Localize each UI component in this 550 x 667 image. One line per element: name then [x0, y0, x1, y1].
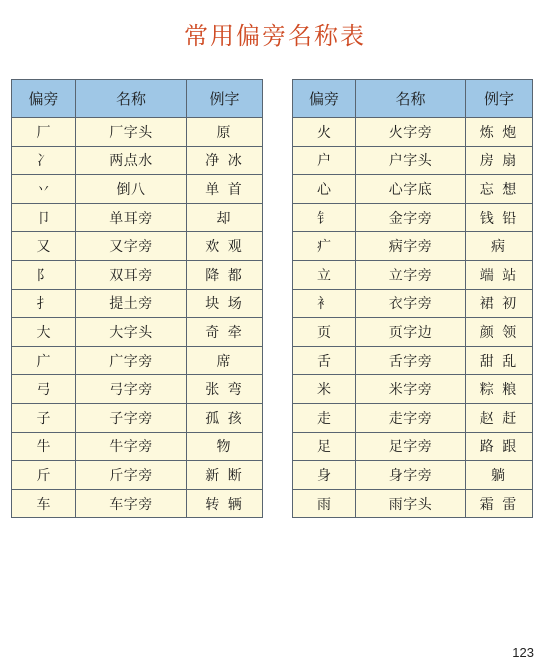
radical-cell: 米: [293, 375, 356, 404]
radical-cell: 冫: [12, 146, 76, 175]
table-row: [293, 203, 533, 232]
page-number: 123: [512, 645, 534, 660]
table-row: [293, 346, 533, 375]
table-row: [293, 232, 533, 261]
name-cell: 斤字旁: [76, 461, 187, 490]
example-cell: 单 首: [187, 175, 263, 204]
example-cell: 粽 粮: [466, 375, 533, 404]
radical-cell: 页: [293, 318, 356, 347]
name-cell: 病字旁: [356, 232, 466, 261]
radical-cell: 户: [293, 146, 356, 175]
example-cell: 物: [187, 432, 263, 461]
header-example: 例字: [187, 80, 263, 118]
table-header-row: [12, 80, 263, 118]
table-row: [12, 403, 263, 432]
header-radical: 偏旁: [12, 80, 76, 118]
radical-cell: 丷: [12, 175, 76, 204]
example-cell: 甜 乱: [466, 346, 533, 375]
example-cell: 奇 牵: [187, 318, 263, 347]
table-row: [12, 375, 263, 404]
example-cell: 原: [187, 118, 263, 147]
name-cell: 页字边: [356, 318, 466, 347]
table-row: [12, 175, 263, 204]
radical-cell: 疒: [293, 232, 356, 261]
header-radical: 偏旁: [293, 80, 356, 118]
radical-cell: 钅: [293, 203, 356, 232]
radical-cell: 走: [293, 403, 356, 432]
radical-table-left: [11, 79, 263, 518]
radical-cell: 扌: [12, 289, 76, 318]
table-body-left: [12, 118, 263, 518]
radical-cell: 衤: [293, 289, 356, 318]
radical-cell: 子: [12, 403, 76, 432]
table-row: [293, 289, 533, 318]
name-cell: 倒八: [76, 175, 187, 204]
radical-cell: 足: [293, 432, 356, 461]
radical-cell: 立: [293, 260, 356, 289]
example-cell: 霜 雷: [466, 489, 533, 518]
example-cell: 路 跟: [466, 432, 533, 461]
example-cell: 却: [187, 203, 263, 232]
radical-cell: 卩: [12, 203, 76, 232]
table-row: [293, 146, 533, 175]
name-cell: 牛字旁: [76, 432, 187, 461]
table-row: [12, 489, 263, 518]
radical-cell: 厂: [12, 118, 76, 147]
name-cell: 户字头: [356, 146, 466, 175]
radical-cell: 雨: [293, 489, 356, 518]
example-cell: 病: [466, 232, 533, 261]
name-cell: 单耳旁: [76, 203, 187, 232]
radical-cell: 心: [293, 175, 356, 204]
name-cell: 厂字头: [76, 118, 187, 147]
example-cell: 颜 领: [466, 318, 533, 347]
name-cell: 双耳旁: [76, 260, 187, 289]
table-row: [12, 346, 263, 375]
radical-cell: 大: [12, 318, 76, 347]
example-cell: 降 都: [187, 260, 263, 289]
name-cell: 又字旁: [76, 232, 187, 261]
example-cell: 孤 孩: [187, 403, 263, 432]
example-cell: 炼 炮: [466, 118, 533, 147]
name-cell: 心字底: [356, 175, 466, 204]
name-cell: 米字旁: [356, 375, 466, 404]
name-cell: 走字旁: [356, 403, 466, 432]
example-cell: 裙 初: [466, 289, 533, 318]
name-cell: 两点水: [76, 146, 187, 175]
name-cell: 足字旁: [356, 432, 466, 461]
header-example: 例字: [466, 80, 533, 118]
table-row: [12, 146, 263, 175]
name-cell: 金字旁: [356, 203, 466, 232]
radical-cell: 又: [12, 232, 76, 261]
page-title: 常用偏旁名称表: [184, 22, 366, 50]
radical-cell: 牛: [12, 432, 76, 461]
table-row: [12, 260, 263, 289]
table-row: [293, 403, 533, 432]
example-cell: 躺: [466, 461, 533, 490]
radical-cell: 火: [293, 118, 356, 147]
example-cell: 端 站: [466, 260, 533, 289]
radical-cell: 斤: [12, 461, 76, 490]
name-cell: 广字旁: [76, 346, 187, 375]
name-cell: 立字旁: [356, 260, 466, 289]
example-cell: 席: [187, 346, 263, 375]
radical-cell: 阝: [12, 260, 76, 289]
table-row: [293, 432, 533, 461]
radical-cell: 舌: [293, 346, 356, 375]
name-cell: 舌字旁: [356, 346, 466, 375]
name-cell: 身字旁: [356, 461, 466, 490]
header-name: 名称: [356, 80, 466, 118]
name-cell: 车字旁: [76, 489, 187, 518]
table-row: [12, 118, 263, 147]
name-cell: 子字旁: [76, 403, 187, 432]
name-cell: 大字头: [76, 318, 187, 347]
example-cell: 转 辆: [187, 489, 263, 518]
table-row: [12, 289, 263, 318]
table-row: [293, 375, 533, 404]
table-row: [293, 175, 533, 204]
radical-cell: 广: [12, 346, 76, 375]
example-cell: 欢 观: [187, 232, 263, 261]
name-cell: 火字旁: [356, 118, 466, 147]
table-row: [293, 318, 533, 347]
table-row: [12, 232, 263, 261]
radical-cell: 车: [12, 489, 76, 518]
table-row: [293, 118, 533, 147]
example-cell: 张 弯: [187, 375, 263, 404]
name-cell: 提土旁: [76, 289, 187, 318]
table-row: [12, 432, 263, 461]
header-name: 名称: [76, 80, 187, 118]
radical-table-right: [292, 79, 533, 518]
example-cell: 钱 铅: [466, 203, 533, 232]
name-cell: 衣字旁: [356, 289, 466, 318]
name-cell: 弓字旁: [76, 375, 187, 404]
example-cell: 忘 想: [466, 175, 533, 204]
table-row: [293, 260, 533, 289]
example-cell: 房 扇: [466, 146, 533, 175]
table-header-row: [293, 80, 533, 118]
example-cell: 块 场: [187, 289, 263, 318]
table-row: [12, 203, 263, 232]
table-row: [293, 461, 533, 490]
table-body-right: [293, 118, 533, 518]
table-row: [12, 461, 263, 490]
radical-cell: 身: [293, 461, 356, 490]
example-cell: 净 冰: [187, 146, 263, 175]
example-cell: 赵 赶: [466, 403, 533, 432]
radical-cell: 弓: [12, 375, 76, 404]
example-cell: 新 断: [187, 461, 263, 490]
table-row: [293, 489, 533, 518]
name-cell: 雨字头: [356, 489, 466, 518]
table-row: [12, 318, 263, 347]
